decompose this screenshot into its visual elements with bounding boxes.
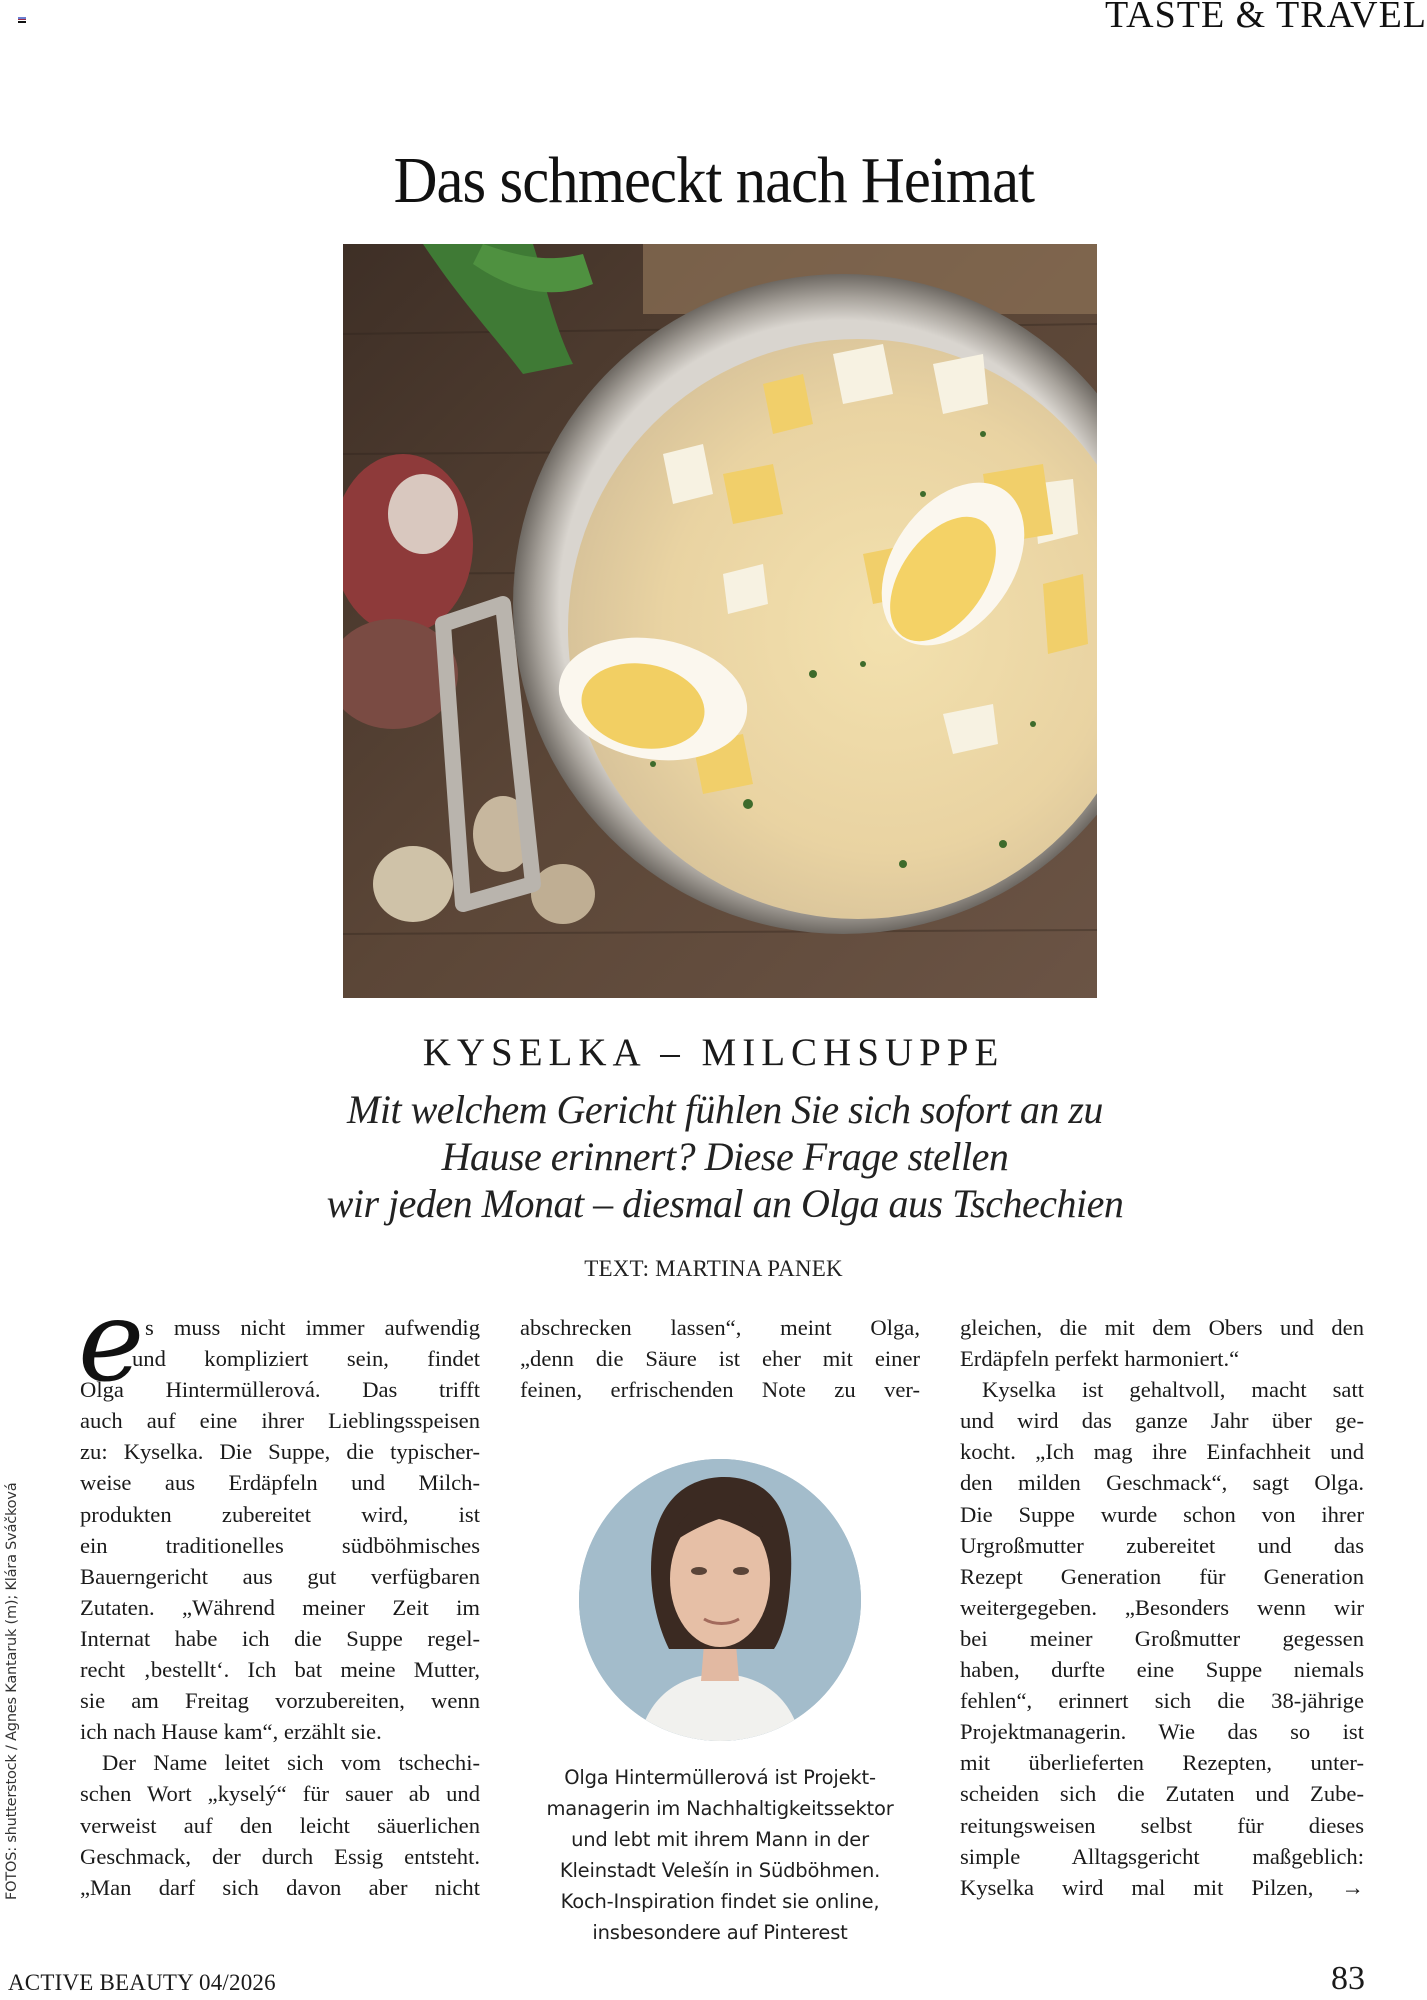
portrait-caption [520, 1762, 920, 1948]
intro-line: wir jeden Monat – diesmal an Olga aus Tschechien [326, 1181, 1124, 1226]
article-column-3 [960, 1312, 1364, 1903]
body-line: kocht. „Ich mag ihre Einfachheit und [960, 1439, 1364, 1465]
portrait-photo [579, 1459, 861, 1741]
body-line: feinen, erfrischenden Note zu ver- [520, 1377, 920, 1403]
body-line: produkten zubereitet wird, ist [80, 1501, 480, 1527]
body-line: „denn die Säure ist eher mit einer [520, 1346, 920, 1372]
body-line: simple Alltagsgericht maßgeblich: [960, 1843, 1364, 1869]
body-line: s muss nicht immer aufwendig [145, 1315, 480, 1340]
body-line: recht ‚bestellt‘. Ich bat meine Mutter, [80, 1657, 480, 1683]
page-title: Das schmeckt nach Heimat [393, 144, 1035, 217]
body-line: abschrecken lassen“, meint Olga, [520, 1315, 920, 1340]
body-line: gleichen, die mit dem Obers und den [960, 1315, 1364, 1340]
caption-line: managerin im Nachhaltigkeitssektor [546, 1797, 894, 1820]
body-line: Bauerngericht aus gut verfügbaren [80, 1563, 480, 1589]
body-line: Projektmanagerin. Wie das so ist [960, 1719, 1364, 1745]
article-column-1 [80, 1312, 480, 1903]
body-line: weise aus Erdäpfeln und Milch- [80, 1470, 480, 1496]
body-line: den milden Geschmack“, sagt Olga. [960, 1470, 1364, 1496]
body-line: und kompliziert sein, findet [132, 1346, 480, 1372]
body-line: Urgroßmutter zubereitet und das [960, 1532, 1364, 1558]
body-line: ein traditionelles südböhmisches [80, 1532, 480, 1558]
caption-line: insbesondere auf Pinterest [592, 1921, 848, 1944]
intro-line: Mit welchem Gericht fühlen Sie sich sofort an zu [347, 1087, 1103, 1132]
body-line: verweist auf den leicht säuerlichen [80, 1812, 480, 1838]
caption-line: Kleinstadt Velešín in Südböhmen. [559, 1859, 881, 1882]
body-line: Internat habe ich die Suppe regel- [80, 1625, 480, 1651]
body-line: Kyselka ist gehaltvoll, macht satt [982, 1377, 1364, 1403]
intro-deck [220, 1086, 1230, 1227]
body-line: Geschmack, der durch Essig entsteht. [80, 1843, 480, 1869]
body-line-continued: Kyselka wird mal mit Pilzen, → [960, 1874, 1364, 1900]
body-line: auch auf eine ihrer Lieblingsspeisen [80, 1408, 480, 1434]
body-line: Olga Hintermüllerová. Das trifft [80, 1377, 480, 1403]
body-line: Erdäpfeln perfekt harmoniert.“ [960, 1346, 1240, 1372]
body-line: Die Suppe wurde schon von ihrer [960, 1501, 1364, 1527]
article-column-2 [520, 1312, 920, 1405]
footer-publication: ACTIVE BEAUTY 04/2026 [8, 1970, 276, 1995]
body-line: sie am Freitag vorzubereiten, wenn [80, 1688, 480, 1714]
caption-line: Olga Hintermüllerová ist Projekt- [564, 1766, 876, 1789]
hero-image [343, 244, 1097, 998]
flag-mark-icon [18, 17, 26, 23]
page-number: 83 [1331, 1960, 1365, 1997]
section-label: TASTE & TRAVEL [1104, 0, 1427, 36]
caption-line: Koch-Inspiration findet sie online, [560, 1890, 880, 1913]
drop-cap: e [78, 1277, 145, 1407]
body-line: scheiden sich die Zutaten und Zube- [960, 1781, 1364, 1807]
body-line: mit überlieferten Rezepten, unter- [960, 1750, 1364, 1776]
body-line: und wird das ganze Jahr über ge- [960, 1408, 1364, 1434]
caption-line: und lebt mit ihrem Mann in der [571, 1828, 869, 1851]
body-line: reitungsweisen selbst für dieses [960, 1812, 1364, 1838]
body-line: weitergegeben. „Besonders wenn wir [960, 1594, 1364, 1620]
photo-credit: FOTOS: shutterstock / Agnes Kantaruk (m); Klára Sváčková [4, 1482, 20, 1900]
byline: TEXT: MARTINA PANEK [584, 1256, 843, 1281]
body-line: Zutaten. „Während meiner Zeit im [80, 1594, 480, 1620]
body-line: Der Name leitet sich vom tschechi- [102, 1750, 480, 1776]
body-line: Rezept Generation für Generation [960, 1563, 1364, 1589]
intro-line: Hause erinnert? Diese Frage stellen [441, 1134, 1009, 1179]
body-line: bei meiner Großmutter gegessen [960, 1625, 1364, 1651]
body-line: zu: Kyselka. Die Suppe, die typischer- [80, 1439, 480, 1465]
body-line: fehlen“, erinnert sich die 38-jährige [960, 1688, 1364, 1714]
body-line: ich nach Hause kam“, erzählt sie. [80, 1719, 382, 1745]
body-line: „Man darf sich davon aber nicht [80, 1874, 480, 1900]
body-line: schen Wort „kyselý“ für sauer ab und [80, 1781, 480, 1807]
body-line: haben, durfte eine Suppe niemals [960, 1657, 1364, 1683]
dish-title: KYSELKA – MILCHSUPPE [422, 1031, 1005, 1074]
